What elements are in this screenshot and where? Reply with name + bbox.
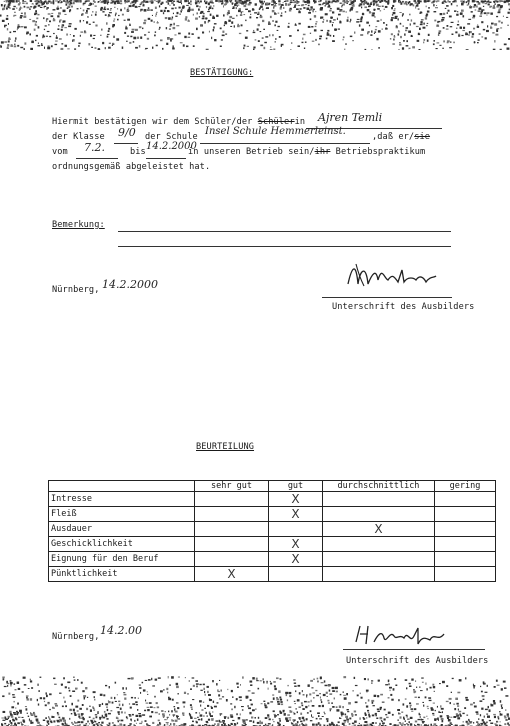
date-2-handwritten: 14.2.00 (100, 624, 142, 637)
cross-mark: X (291, 537, 300, 551)
line2-end (372, 132, 430, 142)
assessment-row (49, 492, 496, 507)
rating-cell-gut (269, 537, 323, 552)
signature-1-line (322, 297, 452, 298)
rating-cell-gering (435, 567, 496, 582)
school-label: der Schule (145, 132, 198, 142)
cross-mark: X (227, 567, 236, 581)
line3-end: Betriebspraktikum (330, 147, 426, 157)
rating-cell-durchschnittlich (323, 537, 435, 552)
signature-1-scribble (342, 256, 462, 298)
rating-cell-sehr-gut (195, 492, 269, 507)
confirmation-line-4: ordnungsgemäß abgeleistet hat. (52, 162, 211, 172)
header-gut: gut (269, 481, 323, 492)
rating-cell-durchschnittlich (323, 567, 435, 582)
signature-2-scribble (352, 620, 462, 650)
criterion-label: Eignung für den Beruf (49, 552, 195, 567)
place-1: Nürnberg, (52, 285, 100, 295)
rating-cell-gering (435, 492, 496, 507)
cross-mark: X (291, 492, 300, 506)
scan-noise-bottom (0, 676, 510, 726)
to-date-handwritten: 14.2.2000 (146, 141, 197, 152)
student-name-handwritten: Ajren Temli (318, 111, 383, 124)
remark-line-2 (118, 246, 451, 247)
rating-cell-durchschnittlich (323, 492, 435, 507)
line3-rest (188, 147, 425, 157)
class-label: der Klasse (52, 132, 105, 142)
criterion-label: Ausdauer (49, 522, 195, 537)
line3-struck-word: ihr (314, 147, 331, 157)
cross-mark: X (291, 552, 300, 566)
place-2: Nürnberg, (52, 632, 100, 642)
rating-cell-gering (435, 537, 496, 552)
rating-cell-durchschnittlich (323, 522, 435, 537)
criterion-label: Pünktlichkeit (49, 567, 195, 582)
line3-mid: in unseren Betrieb sein/ (188, 147, 315, 157)
remark-line-1 (118, 231, 451, 232)
rating-cell-gering (435, 552, 496, 567)
header-durchschnittlich: durchschnittlich (323, 481, 435, 492)
to-label: bis (130, 147, 146, 157)
class-underline (114, 143, 138, 144)
rating-cell-sehr-gut (195, 552, 269, 567)
rating-cell-durchschnittlich (323, 552, 435, 567)
line1-suffix: in (294, 117, 306, 127)
criterion-label: Intresse (49, 492, 195, 507)
rating-cell-gut (269, 522, 323, 537)
header-criterion (49, 481, 195, 492)
signature-2-line (343, 649, 485, 650)
header-gering: gering (435, 481, 496, 492)
line1-prefix: Hiermit bestätigen wir dem Schüler/der (52, 117, 258, 127)
line2-end-text: ,daß er/ (372, 132, 415, 142)
rating-cell-sehr-gut (195, 522, 269, 537)
line2-struck-word: sie (414, 132, 431, 142)
rating-cell-gut (269, 492, 323, 507)
rating-cell-durchschnittlich (323, 507, 435, 522)
cross-mark: X (374, 522, 383, 536)
class-handwritten: 9/0 (118, 126, 136, 139)
assessment-row (49, 567, 496, 582)
school-underline (200, 143, 370, 144)
from-underline (76, 158, 118, 159)
rating-cell-sehr-gut (195, 507, 269, 522)
rating-cell-sehr-gut (195, 537, 269, 552)
from-date-handwritten: 7.2. (84, 141, 105, 154)
assessment-table (48, 480, 496, 582)
rating-cell-gut (269, 507, 323, 522)
criterion-label: Geschicklichkeit (49, 537, 195, 552)
rating-cell-gut (269, 567, 323, 582)
assessment-row (49, 552, 496, 567)
rating-cell-gering (435, 522, 496, 537)
scan-noise-top (0, 0, 510, 50)
signature-2-label: Unterschrift des Ausbilders (346, 656, 489, 666)
assessment-row (49, 522, 496, 537)
rating-cell-gering (435, 507, 496, 522)
line1-struck-word: Schüler (257, 117, 295, 127)
confirmation-heading: BESTÄTIGUNG: (190, 68, 254, 78)
cross-mark: X (291, 507, 300, 521)
criterion-label: Fleiß (49, 507, 195, 522)
rating-cell-gut (269, 552, 323, 567)
signature-1-label: Unterschrift des Ausbilders (332, 302, 475, 312)
to-underline (146, 158, 186, 159)
assessment-row (49, 537, 496, 552)
assessment-row (49, 507, 496, 522)
school-handwritten: Insel Schule Hemmerleinst. (205, 126, 346, 137)
remark-label: Bemerkung: (52, 220, 105, 230)
header-sehr-gut: sehr gut (195, 481, 269, 492)
rating-cell-sehr-gut (195, 567, 269, 582)
assessment-heading: BEURTEILUNG (196, 442, 255, 452)
from-label: vom (52, 147, 68, 157)
assessment-header-row (49, 481, 496, 492)
date-1-handwritten: 14.2.2000 (102, 278, 158, 291)
